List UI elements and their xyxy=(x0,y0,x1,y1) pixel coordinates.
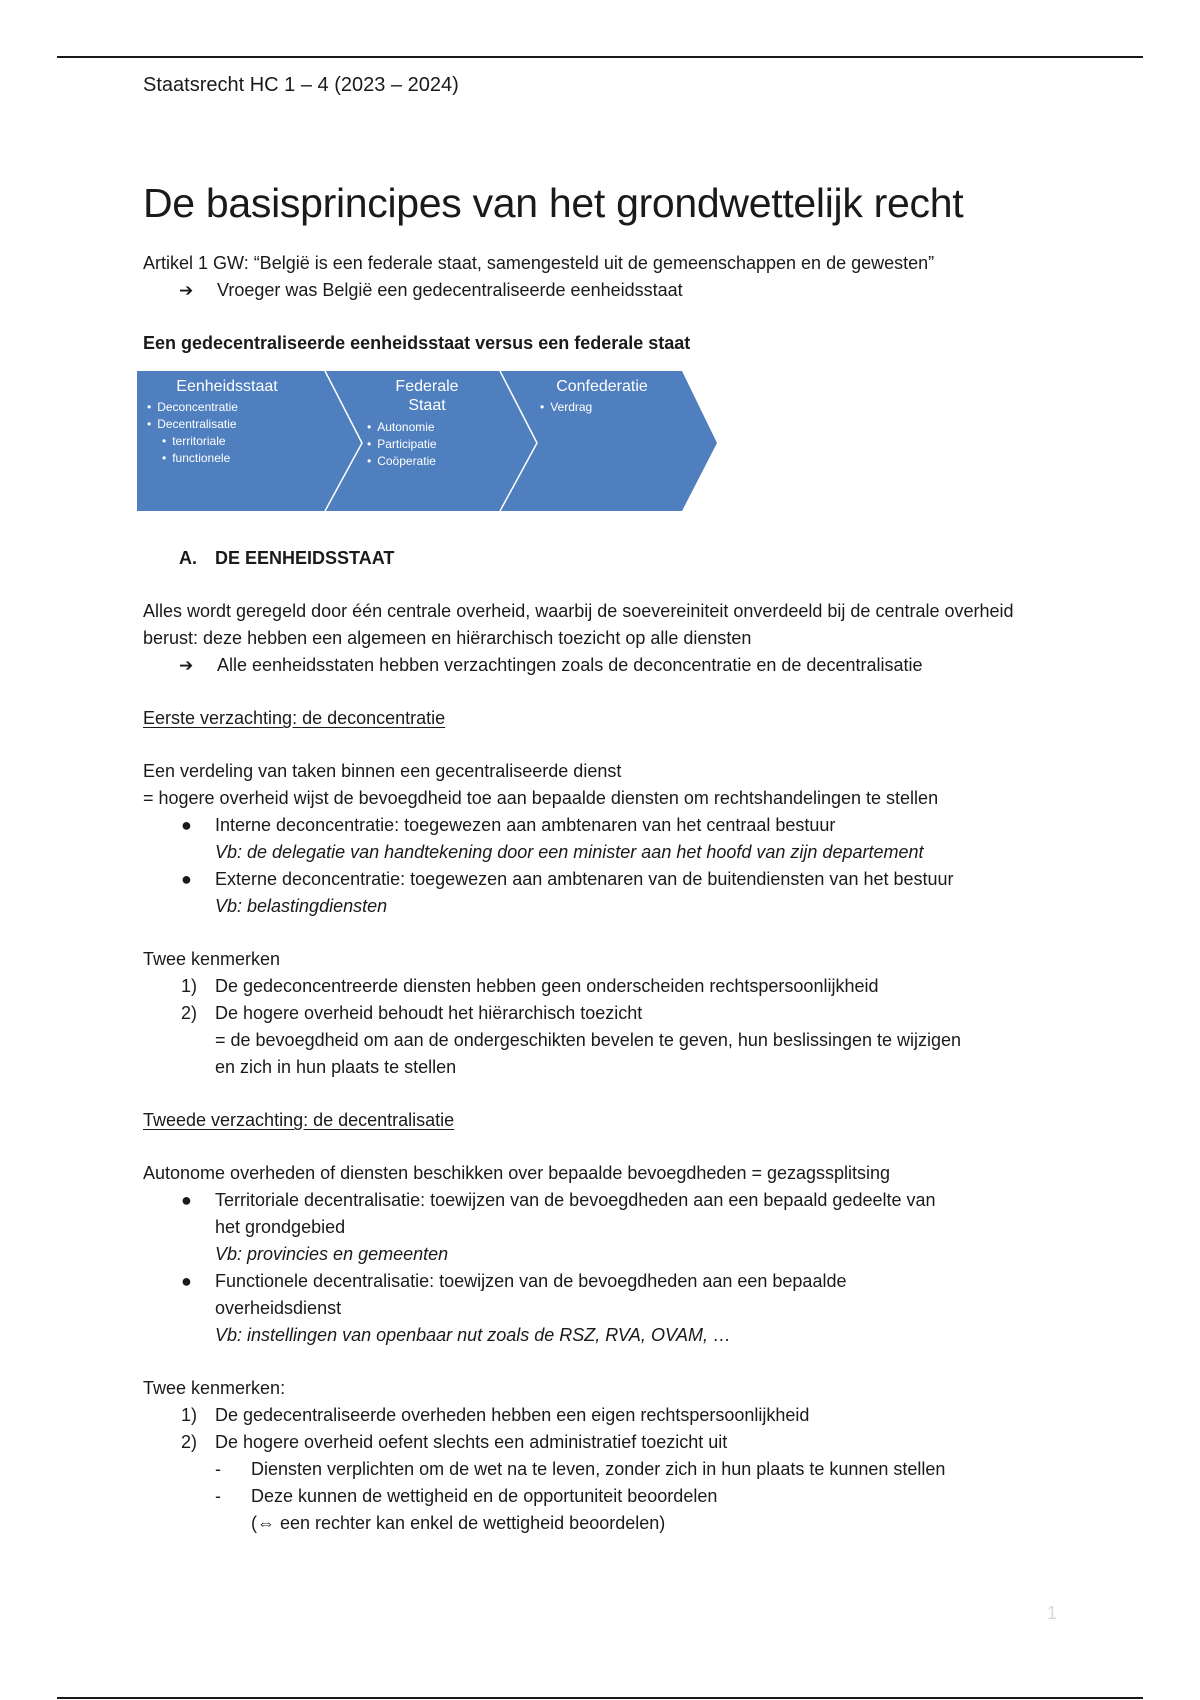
subheading-deconcentratie: Eerste verzachting: de deconcentratie xyxy=(143,708,446,728)
step-title-federale-staat: Federale Staat xyxy=(395,378,459,414)
step-list-eenheidsstaat xyxy=(147,399,238,467)
list-item: ● Interne deconcentratie: toegewezen aan ambtenaren van het centraal bestuur Vb: de delegatie van handtekening door een minister aan het hoofd van zijn departement xyxy=(143,812,1073,866)
decentralisatie-bullets xyxy=(143,1187,1073,1349)
arrow-note: ➔ Alle eenheidsstaten hebben verzachtingen zoals de deconcentratie en de decentralisatie xyxy=(143,652,1073,679)
page-title: De basisprincipes van het grondwettelijk recht xyxy=(143,180,964,226)
document-page xyxy=(143,70,1073,1537)
list-item: • Coöperatie xyxy=(367,453,437,470)
list-item: • functionele xyxy=(147,450,238,467)
bottom-rule xyxy=(57,1697,1143,1699)
deconcentratie-definition-2: = hogere overheid wijst de bevoegdheid toe aan bepaalde diensten om rechtshandelingen te stellen xyxy=(143,788,939,808)
bullet-icon: ● xyxy=(181,869,192,889)
step-title-confederatie: Confederatie xyxy=(556,378,648,395)
list-item: • Verdrag xyxy=(540,399,592,416)
subheading-decentralisatie: Tweede verzachting: de decentralisatie xyxy=(143,1110,455,1130)
list-item: 1) De gedeconcentreerde diensten hebben geen onderscheiden rechtspersoonlijkheid xyxy=(181,976,879,996)
bullet-icon: ● xyxy=(181,1271,192,1291)
section-heading-eenheidsstaat: A. DE EENHEIDSSTAAT xyxy=(179,548,395,568)
dash-icon: - xyxy=(215,1459,221,1479)
kenmerken-label: Twee kenmerken xyxy=(143,949,281,969)
list-item: • territoriale xyxy=(147,433,238,450)
list-item: • Decentralisatie xyxy=(147,416,238,433)
list-item: 2) De hogere overheid behoudt het hiërarchisch toezicht = de bevoegdheid om aan de ondergeschikten bevelen te geven, hun beslissingen te wijzigen en zich in hun plaats te stellen xyxy=(181,1003,962,1077)
arrow-note: ➔ Vroeger was België een gedecentraliseerde eenheidsstaat xyxy=(143,277,1073,304)
deconcentratie-definition: Een verdeling van taken binnen een gecentraliseerde dienst xyxy=(143,761,622,781)
step-list-confederatie xyxy=(540,399,592,416)
dash-icon: - xyxy=(215,1486,221,1506)
deconcentratie-kenmerken xyxy=(143,973,1073,1081)
step-list-federale-staat xyxy=(367,419,437,470)
list-item: - Deze kunnen de wettigheid en de opportuniteit beoordelen (⇔ een rechter kan enkel de wettigheid beoordelen) xyxy=(143,1483,1073,1537)
list-item: ● Externe deconcentratie: toegewezen aan ambtenaren van de buitendiensten van het bestuur Vb: belastingdiensten xyxy=(143,866,1073,920)
right-arrow-icon: ➔ xyxy=(179,281,194,300)
list-item: • Participatie xyxy=(367,436,437,453)
step-title-eenheidsstaat: Eenheidsstaat xyxy=(176,378,278,395)
top-rule xyxy=(57,56,1143,58)
page-header: Staatsrecht HC 1 – 4 (2023 – 2024) xyxy=(143,74,459,96)
deconcentratie-bullets xyxy=(143,812,1073,920)
eenheidsstaat-definition: Alles wordt geregeld door één centrale overheid, waarbij de soevereiniteit onverdeeld bij de centrale overheid berust: deze hebben een algemeen en hiërarchisch toezicht op alle diensten xyxy=(143,601,1014,648)
bullet-icon: ● xyxy=(181,1190,192,1210)
toezicht-dashes xyxy=(143,1456,1073,1537)
list-item: - Diensten verplichten om de wet na te leven, zonder zich in hun plaats te kunnen stellen xyxy=(143,1456,1073,1483)
kenmerken-label: Twee kenmerken: xyxy=(143,1378,286,1398)
decentralisatie-definition: Autonome overheden of diensten beschikken over bepaalde bevoegdheden = gezagssplitsing xyxy=(143,1163,891,1183)
list-item: • Autonomie xyxy=(367,419,437,436)
bullet-icon: ● xyxy=(181,815,192,835)
state-types-diagram xyxy=(137,371,727,521)
article-quote: Artikel 1 GW: “België is een federale staat, samengesteld uit de gemeenschappen en de gewesten” xyxy=(143,253,935,273)
list-item: 2) De hogere overheid oefent slechts een administratief toezicht uit xyxy=(181,1432,728,1452)
list-item: 1) De gedecentraliseerde overheden hebben een eigen rechtspersoonlijkheid xyxy=(181,1405,810,1425)
decentralisatie-kenmerken xyxy=(143,1402,1073,1456)
diagram-heading: Een gedecentraliseerde eenheidsstaat versus een federale staat xyxy=(143,333,691,353)
list-item: ● Territoriale decentralisatie: toewijzen van de bevoegdheden aan een bepaald gedeelte van het grondgebied Vb: provincies en gemeenten xyxy=(143,1187,1073,1268)
page-number: 1 xyxy=(1046,1603,1057,1623)
list-item: ● Functionele decentralisatie: toewijzen van de bevoegdheden aan een bepaalde overheidsdienst Vb: instellingen van openbaar nut zoals de RSZ, RVA, OVAM, … xyxy=(143,1268,1073,1349)
list-item: • Deconcentratie xyxy=(147,399,238,416)
right-arrow-icon: ➔ xyxy=(179,656,194,675)
